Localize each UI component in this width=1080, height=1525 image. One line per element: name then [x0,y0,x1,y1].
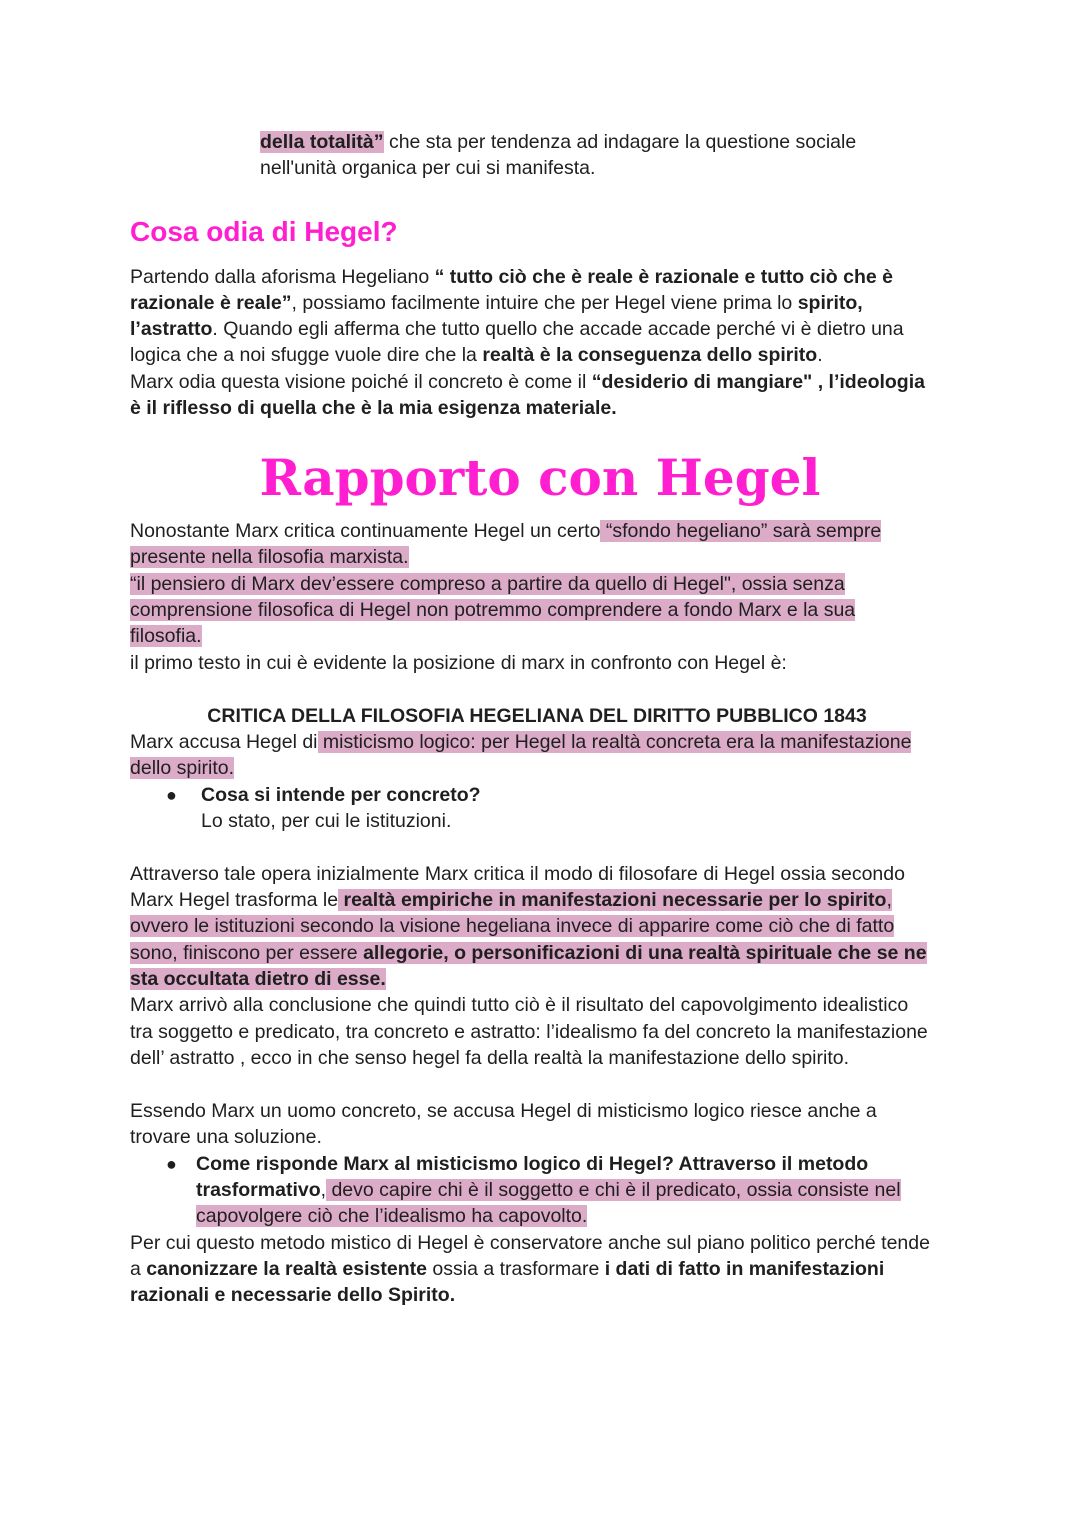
paragraph-line: Marx accusa Hegel di misticismo logico: per Hegel la realtà concreta era la manifestazione [130,731,912,753]
paragraph-line: trovare una soluzione. [130,1126,322,1148]
paragraph-line: a canonizzare la realtà esistente ossia a trasformare i dati di fatto in manifestazioni [130,1258,885,1280]
paragraph-line: logica che a noi sfugge vuole dire che la realtà è la conseguenza dello spirito. [130,344,823,366]
paragraph-line: Nonostante Marx critica continuamente Hegel un certo “sfondo hegeliano” sarà sempre [130,520,882,542]
paragraph-line: Marx arrivò alla conclusione che quindi tutto ciò è il risultato del capovolgimento idealistico [130,994,909,1016]
bullet-answer: Lo stato, per cui le istituzioni. [201,810,452,832]
intro-line-2: nell'unità organica per cui si manifesta. [260,157,596,179]
bullet-line: Come risponde Marx al misticismo logico di Hegel? Attraverso il metodo [196,1153,869,1175]
paragraph-line: razionale è reale”, possiamo facilmente intuire che per Hegel viene prima lo spirito, [130,292,863,314]
paragraph-line: Attraverso tale opera inizialmente Marx critica il modo di filosofare di Hegel ossia secondo [130,863,905,885]
paragraph-line: tra soggetto e predicato, tra concreto e astratto: l’idealismo fa del concreto la manifestazione [130,1021,928,1043]
paragraph-line: presente nella filosofia marxista. [130,546,409,568]
paragraph-line: razionali e necessarie dello Spirito. [130,1284,456,1306]
paragraph-line: comprensione filosofica di Hegel non potremmo comprendere a fondo Marx e la sua [130,599,856,621]
bullet-question: Cosa si intende per concreto? [201,784,481,806]
paragraph-line: è il riflesso di quella che è la mia esigenza materiale. [130,397,617,419]
bullet-icon: ● [166,1154,177,1174]
paragraph-line: Marx Hegel trasforma le realtà empiriche in manifestazioni necessarie per lo spirito, [130,889,892,911]
bullet-line: trasformativo, devo capire chi è il soggetto e chi è il predicato, ossia consiste nel [196,1179,901,1201]
paragraph-line: ovvero le istituzioni secondo la visione hegeliana invece di apparire come ciò che di fatto [130,915,895,937]
paragraph-line: “il pensiero di Marx dev’essere compreso a partire da quello di Hegel", ossia senza [130,573,845,595]
bullet-line: capovolgere ciò che l’idealismo ha capovolto. [196,1205,588,1227]
paragraph-line: Per cui questo metodo mistico di Hegel è conservatore anche sul piano politico perché tende [130,1232,930,1254]
paragraph-line: l’astratto. Quando egli afferma che tutto quello che accade accade perché vi è dietro una [130,318,904,340]
paragraph-line: dello spirito. [130,757,235,779]
section-title-rapporto-con-hegel: Rapporto con Hegel [259,448,821,507]
paragraph-line: filosofia. [130,625,202,647]
paragraph-line: sta occultata dietro di esse. [130,968,386,990]
section-heading-cosa-odia: Cosa odia di Hegel? [130,216,398,247]
paragraph-line: Essendo Marx un uomo concreto, se accusa Hegel di misticismo logico riesce anche a [130,1100,877,1122]
intro-line-1: della totalità” che sta per tendenza ad indagare la questione sociale [260,131,857,153]
bullet-icon: ● [166,785,177,805]
paragraph-line: dell’ astratto , ecco in che senso hegel fa della realtà la manifestazione dello spirito. [130,1047,850,1069]
paragraph-line: il primo testo in cui è evidente la posizione di marx in confronto con Hegel è: [130,652,787,674]
paragraph-line: sono, finiscono per essere allegorie, o personificazioni di una realtà spirituale che se ne [130,942,927,964]
work-title: CRITICA DELLA FILOSOFIA HEGELIANA DEL DIRITTO PUBBLICO 1843 [207,705,867,727]
paragraph-line: Partendo dalla aforisma Hegeliano “ tutto ciò che è reale è razionale e tutto ciò che è [130,266,893,288]
paragraph-line: Marx odia questa visione poiché il concreto è come il “desiderio di mangiare" , l’ideologia [130,371,925,393]
